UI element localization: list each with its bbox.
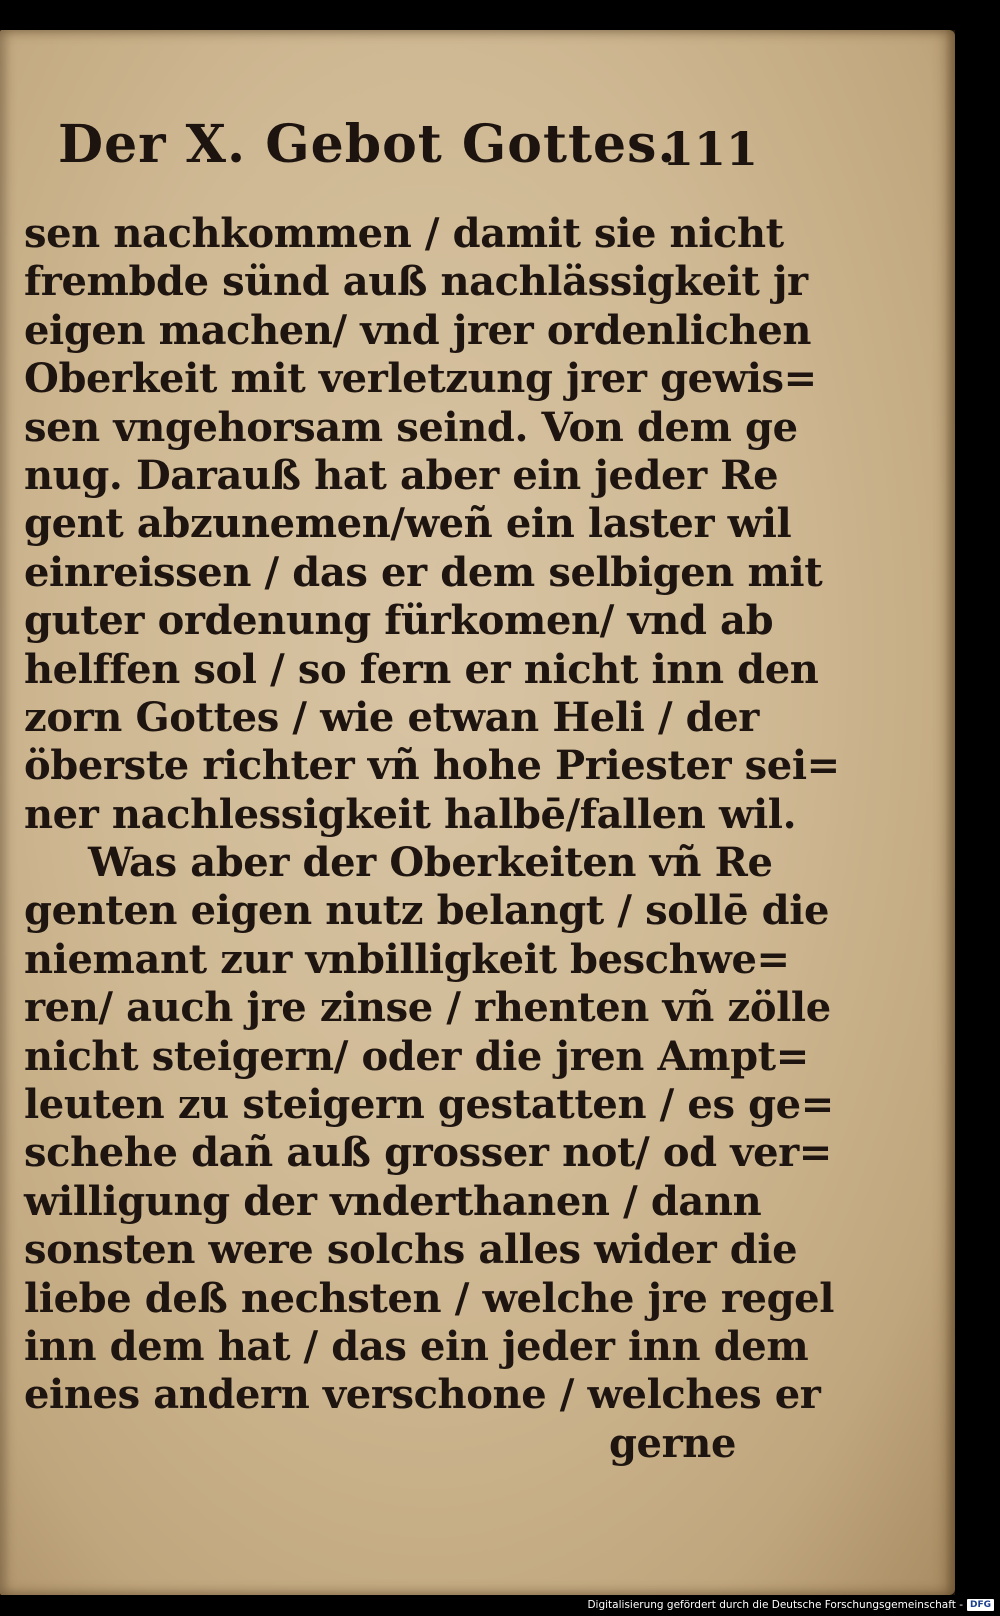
text-line: sonsten were solchs alles wider die	[24, 1226, 798, 1274]
text-line: gent abzunemen/weñ ein laster wil	[24, 500, 792, 548]
text-line: eigen machen/ vnd jrer ordenlichen	[24, 306, 812, 354]
text-line: sen nachkommen / damit sie nicht	[24, 210, 784, 257]
text-line: öberste richter vñ hohe Priester sei=	[24, 742, 840, 790]
page-number: 111	[662, 122, 759, 176]
text-line: nicht steigern/ oder die jren Ampt=	[24, 1032, 809, 1080]
paragraph-start-line: Was aber der Oberkeiten vñ Re	[88, 839, 773, 887]
text-line: niemant zur vnbilligkeit beschwe=	[24, 935, 790, 983]
text-line: ner nachlessigkeit halbē/fallen wil.	[24, 790, 797, 838]
text-line: zorn Gottes / wie etwan Heli / der	[24, 693, 759, 741]
text-line: ren/ auch jre zinse / rhenten vñ zölle	[24, 984, 831, 1032]
page-edge-shadow	[945, 30, 955, 1595]
dfg-logo: DFG	[967, 1599, 994, 1611]
text-line: inn dem hat / das ein jeder inn dem	[24, 1322, 809, 1370]
digitization-credit	[587, 1596, 994, 1614]
text-line: guter ordenung fürkomen/ vnd ab	[24, 597, 774, 645]
text-line: nug. Darauß hat aber ein jeder Re	[24, 451, 779, 499]
text-line: sen vngehorsam seind. Von dem ge	[24, 403, 798, 451]
running-head: Der X. Gebot Gottes.	[58, 114, 677, 175]
text-line: helffen sol / so fern er nicht inn den	[24, 645, 819, 693]
text-line: liebe deß nechsten / welche jre regel	[24, 1274, 835, 1322]
text-line: genten eigen nutz belangt / sollē die	[24, 887, 830, 935]
text-line: eines andern verschone / welches er	[24, 1371, 821, 1419]
text-line: frembde sünd auß nachlässigkeit jr	[24, 258, 808, 306]
body-text	[24, 210, 840, 1468]
credit-text: Digitalisierung gefördert durch die Deutsche Forschungsgemeinschaft -	[587, 1599, 963, 1611]
text-line: schehe dañ auß grosser not/ od ver=	[24, 1129, 832, 1177]
text-line: leuten zu steigern gestatten / es ge=	[24, 1081, 834, 1129]
catchword: gerne	[608, 1419, 736, 1467]
book-page	[0, 30, 955, 1595]
text-line: willigung der vnderthanen / dann	[24, 1177, 762, 1225]
text-line: Oberkeit mit verletzung jrer gewis=	[24, 355, 817, 403]
text-line: einreissen / das er dem selbigen mit	[24, 548, 823, 596]
